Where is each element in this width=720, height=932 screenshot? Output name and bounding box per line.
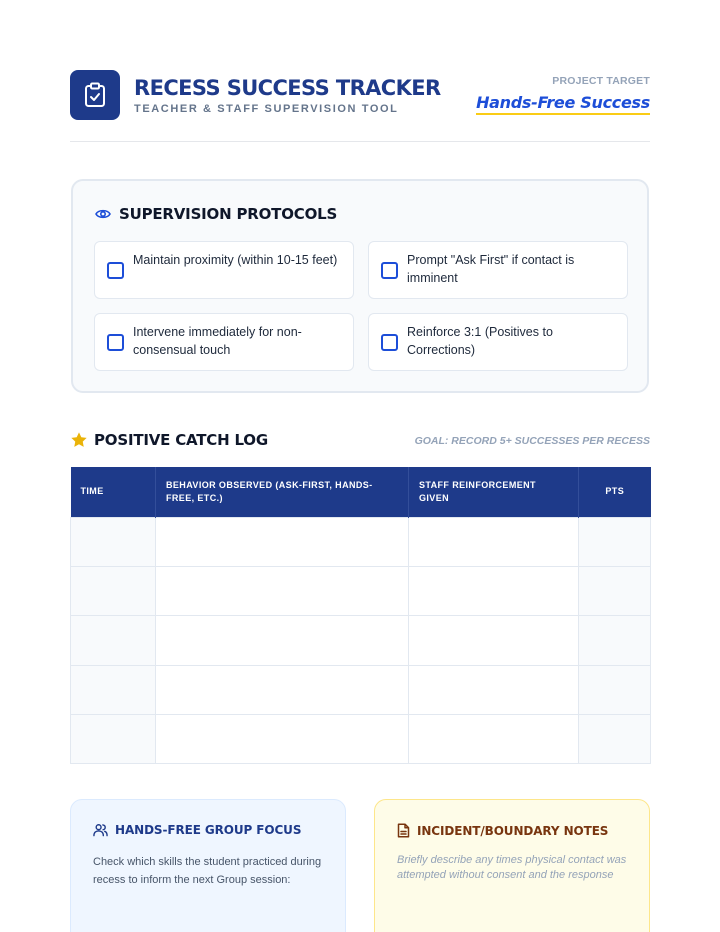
- behavior-cell[interactable]: [156, 665, 409, 714]
- supervision-protocols-heading: [95, 205, 337, 223]
- page-header: [70, 70, 650, 122]
- logo: [70, 70, 120, 120]
- incident-notes-input[interactable]: Briefly describe any times physical contact was attempted without consent and the response: [397, 854, 627, 881]
- protocol-item-intervene[interactable]: [94, 313, 354, 371]
- supervision-protocols-title: SUPERVISION PROTOCOLS: [119, 205, 338, 223]
- pts-cell[interactable]: [579, 665, 651, 714]
- catch-log-title: POSITIVE CATCH LOG: [94, 431, 268, 449]
- incident-notes-card: [374, 799, 650, 932]
- time-cell[interactable]: [71, 665, 156, 714]
- reinforcement-cell[interactable]: [409, 616, 579, 665]
- protocol-checkbox[interactable]: [107, 262, 124, 279]
- protocol-label: Prompt "Ask First" if contact is imminent: [407, 253, 575, 285]
- table-row: [71, 665, 651, 714]
- catch-log-table: [70, 467, 651, 764]
- reinforcement-cell[interactable]: [409, 566, 579, 615]
- protocol-checkbox[interactable]: [381, 334, 398, 351]
- document-icon: [397, 823, 410, 838]
- protocol-item-reinforce[interactable]: [368, 313, 628, 371]
- column-header-behavior: BEHAVIOR OBSERVED (ASK-FIRST, HANDS-FREE, ETC.): [156, 467, 409, 517]
- behavior-cell[interactable]: [156, 715, 409, 764]
- page-subtitle: TEACHER & STAFF SUPERVISION TOOL: [134, 103, 399, 115]
- supervision-protocols-card: [71, 179, 649, 393]
- header-divider: [70, 141, 650, 142]
- protocol-item-proximity[interactable]: [94, 241, 354, 299]
- pts-cell[interactable]: [579, 517, 651, 566]
- time-cell[interactable]: [71, 616, 156, 665]
- protocol-label: Intervene immediately for non-consensual touch: [133, 325, 302, 357]
- project-target-label: PROJECT TARGET: [552, 75, 650, 87]
- project-target-value: Hands-Free Success: [476, 93, 650, 115]
- users-icon: [93, 823, 108, 837]
- reinforcement-cell[interactable]: [409, 665, 579, 714]
- table-row: [71, 616, 651, 665]
- behavior-cell[interactable]: [156, 566, 409, 615]
- protocol-item-ask-first[interactable]: [368, 241, 628, 299]
- reinforcement-cell[interactable]: [409, 517, 579, 566]
- group-focus-heading: [93, 823, 301, 837]
- group-focus-title: HANDS-FREE GROUP FOCUS: [115, 823, 302, 837]
- time-cell[interactable]: [71, 517, 156, 566]
- table-header-row: [71, 467, 651, 517]
- behavior-cell[interactable]: [156, 517, 409, 566]
- catch-log-heading: [70, 431, 268, 449]
- group-focus-card: [70, 799, 346, 932]
- pts-cell[interactable]: [579, 616, 651, 665]
- protocol-label: Reinforce 3:1 (Positives to Corrections): [407, 325, 553, 357]
- behavior-cell[interactable]: [156, 616, 409, 665]
- column-header-reinforcement: STAFF REINFORCEMENT GIVEN: [409, 467, 579, 517]
- time-cell[interactable]: [71, 566, 156, 615]
- clipboard-check-icon: [83, 82, 107, 108]
- eye-icon: [95, 208, 111, 220]
- group-focus-body: Check which skills the student practiced during recess to inform the next Group session:: [93, 856, 322, 886]
- incident-notes-title: INCIDENT/BOUNDARY NOTES: [417, 823, 609, 838]
- star-icon: [70, 431, 88, 449]
- table-row: [71, 715, 651, 764]
- protocol-label: Maintain proximity (within 10-15 feet): [133, 253, 338, 267]
- reinforcement-cell[interactable]: [409, 715, 579, 764]
- column-header-pts: PTS: [579, 467, 651, 517]
- pts-cell[interactable]: [579, 566, 651, 615]
- column-header-time: TIME: [71, 467, 156, 517]
- time-cell[interactable]: [71, 715, 156, 764]
- table-row: [71, 566, 651, 615]
- protocol-checkbox[interactable]: [107, 334, 124, 351]
- page-title: RECESS SUCCESS TRACKER: [134, 76, 441, 100]
- table-row: [71, 517, 651, 566]
- pts-cell[interactable]: [579, 715, 651, 764]
- catch-log-goal: GOAL: RECORD 5+ SUCCESSES PER RECESS: [414, 435, 650, 447]
- incident-notes-heading: [397, 823, 608, 838]
- protocol-checkbox[interactable]: [381, 262, 398, 279]
